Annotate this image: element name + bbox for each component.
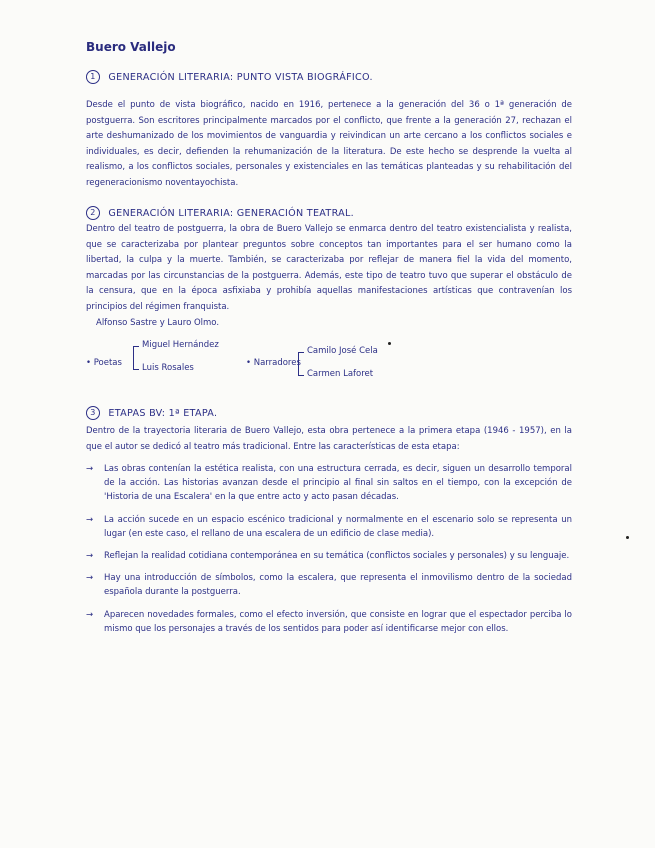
narrador-1: Camilo José Cela (307, 346, 378, 356)
section-2-number: 2 (86, 206, 100, 220)
poetas-bracket (133, 346, 139, 370)
section-3-heading (86, 406, 217, 420)
poetas-bullet-icon: • (86, 358, 94, 368)
list-item: → Hay una introducción de símbolos, como la escalera, que representa el inmovilismo dentro de la sociedad española durante la postguerra. (86, 571, 572, 599)
arrow-right-icon: → (86, 551, 94, 562)
poeta-2: Luis Rosales (142, 363, 194, 373)
section-2-paragraph: Dentro del teatro de postguerra, la obra de Buero Vallejo se enmarca dentro del teatro existencialista y realista, que se caracterizaba por plantear preguntos sobre conceptos tan importantes para el ser humano como la libertad, la culpa y la muerte. También, se caracterizaba por reflejar de manera fiel la vida del momento, marcadas por las circunstancias de la postguerra. Además, este tipo de teatro tuvo que superar el obstáculo de la censura, que en la época asfixiaba y prohibía aquellas manifestaciones artísticas que contravenían los principios del régimen franquista. (86, 224, 572, 312)
section-3-heading-text: ETAPAS BV: 1ª ETAPA. (108, 408, 218, 419)
list-item: → La acción sucede en un espacio escénico tradicional y normalmente en el escenario solo se representa un lugar (en este caso, el rellano de una escalera de un edificio de clase media). (86, 513, 572, 541)
section-1-heading (86, 70, 373, 84)
list-item: → Reflejan la realidad cotidiana contemporánea en su temática (conflictos sociales y personales) y su lenguaje. (86, 549, 572, 563)
section-1-heading-text: GENERACIÓN LITERARIA: PUNTO VISTA BIOGRÁFICO. (108, 72, 373, 83)
poetas-label: • Poetas (86, 358, 122, 368)
arrow-right-icon: → (86, 514, 94, 525)
narrador-2: Carmen Laforet (307, 369, 374, 379)
arrow-right-icon: → (86, 464, 94, 474)
narradores-bullet-icon: • (246, 358, 254, 368)
ink-dot (388, 342, 391, 345)
section-1-number: 1 (86, 70, 100, 84)
narradores-bracket (298, 352, 304, 376)
section-3-paragraph: Dentro de la trayectoria literaria de Buero Vallejo, esta obra pertenece a la primera etapa (1946 - 1957), en la que el autor se dedicó al teatro más tradicional. Entre las características de esta etapa: (86, 426, 572, 452)
page-title: Buero Vallejo (86, 40, 176, 54)
section-2-heading (86, 206, 354, 220)
section-2-heading-text: GENERACIÓN LITERARIA: GENERACIÓN TEATRAL. (108, 208, 355, 219)
characteristics-list (86, 462, 572, 644)
narradores-label: • Narradores (246, 358, 301, 368)
arrow-right-icon: → (86, 573, 94, 584)
list-item: → Las obras contenían la estética realista, con una estructura cerrada, es decir, siguen un desarrollo temporal de la acción. Las historias avanzan desde el principio al final sin saltos en el tiempo, con la excepción de 'Historia de una Escalera' en la que entre acto y acto pasan décadas. (86, 462, 572, 505)
ink-dot (626, 536, 629, 539)
list-item: → Aparecen novedades formales, como el efecto inversión, que consiste en lograr que el espectador perciba lo mismo que los personajes a través de los sentidos para poder así identificarse mejor con ellos. (86, 608, 572, 636)
section-3-number: 3 (86, 406, 100, 420)
arrow-right-icon: → (86, 609, 94, 620)
authors-line: Alfonso Sastre y Lauro Olmo. (96, 318, 220, 328)
poeta-1: Miguel Hernández (142, 340, 219, 350)
section-1-paragraph: Desde el punto de vista biográfico, nacido en 1916, pertenece a la generación del 36 o 1ª generación de postguerra. Son escritores principalmente marcados por el conflicto, que frente a la generación 27, rechazan el arte deshumanizado de los movimientos de vanguardia y reivindican un arte cercano a los conflictos sociales e individuales, es decir, defienden la rehumanización de la literatura. De este hecho se desprende la vuelta al realismo, a los conflictos sociales, personales y existenciales en las temáticas planteadas y su rehabilitación del regeneracionismo noventayochista. (86, 100, 572, 188)
